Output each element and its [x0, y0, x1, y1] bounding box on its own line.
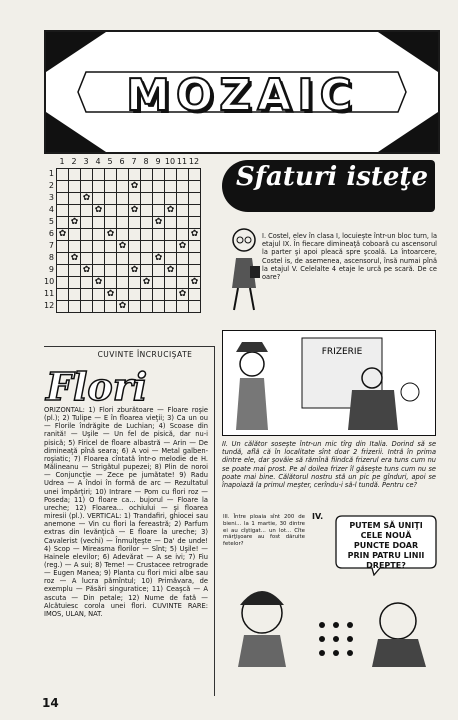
column-number: 8	[143, 157, 149, 166]
crossword-cell	[141, 205, 153, 217]
crossword-cell	[117, 265, 129, 277]
row-number: 10	[44, 277, 55, 286]
flower-block-icon: ✿	[129, 205, 141, 217]
crossword-cell	[105, 241, 117, 253]
crossword-cell	[129, 193, 141, 205]
crossword-cell	[177, 217, 189, 229]
row-number: 8	[48, 253, 54, 262]
crossword-cell	[117, 169, 129, 181]
crossword-cell	[117, 193, 129, 205]
crossword-cell	[93, 217, 105, 229]
crossword-cell	[165, 289, 177, 301]
row-number: 12	[44, 301, 55, 310]
crossword-cell	[177, 229, 189, 241]
crossword-cell	[165, 193, 177, 205]
crossword-cell	[177, 301, 189, 313]
crossword-cell	[165, 169, 177, 181]
column-number: 9	[155, 157, 161, 166]
crossword-cell	[105, 169, 117, 181]
crossword-cell	[153, 241, 165, 253]
crossword-cell	[93, 301, 105, 313]
crossword-cell	[69, 289, 81, 301]
crossword-cell	[81, 289, 93, 301]
crossword-cell	[93, 265, 105, 277]
flower-block-icon: ✿	[69, 217, 81, 229]
row-number: 9	[48, 265, 54, 274]
crossword-cell	[57, 193, 69, 205]
crossword-cell	[81, 169, 93, 181]
crossword-cell	[105, 217, 117, 229]
flower-block-icon: ✿	[189, 229, 201, 241]
row-number: 5	[48, 217, 54, 226]
crossword-cell	[189, 181, 201, 193]
crossword-cell	[105, 277, 117, 289]
riddle-1-text: I. Costel, elev în clasa I, locuieşte într-un bloc turn, la etajul IX. În fiecare dimineaţă coboară cu ascensorul la parter şi apoi pleacă spre şcoală. La întoarcere, Costel is, de asemenea, ascensorul, însă numai pînă la etajul V. Celelalte 4 etaje le urcă pe scară. De ce oare?	[262, 232, 437, 282]
crossword-cell	[189, 241, 201, 253]
crossword-cell	[57, 289, 69, 301]
column-number: 1	[59, 157, 65, 166]
crossword-cell	[93, 169, 105, 181]
crossword-row	[57, 241, 201, 253]
crossword-cell	[69, 169, 81, 181]
crossword-cell	[57, 277, 69, 289]
crossword-cell	[129, 229, 141, 241]
crossword-row	[57, 169, 201, 181]
crossword-cell	[141, 253, 153, 265]
crossword-cell	[177, 253, 189, 265]
crossword-cell	[105, 205, 117, 217]
crossword-cell	[153, 193, 165, 205]
crossword-cell	[69, 241, 81, 253]
crossword-cell	[93, 229, 105, 241]
crossword-cell	[93, 253, 105, 265]
crossword-cell	[81, 205, 93, 217]
row-number: 4	[48, 205, 54, 214]
crossword-cell	[69, 181, 81, 193]
crossword-cell	[129, 301, 141, 313]
smart-advice-title: Sfaturi isteţe	[236, 162, 428, 192]
crossword-cell	[93, 193, 105, 205]
crossword-row	[57, 205, 201, 217]
row-number: 7	[48, 241, 54, 250]
crossword-cell	[81, 217, 93, 229]
flower-block-icon: ✿	[117, 301, 129, 313]
crossword-cell	[81, 229, 93, 241]
crossword-cell	[189, 193, 201, 205]
flower-block-icon: ✿	[81, 193, 93, 205]
crossword-cell	[153, 181, 165, 193]
barber-sign-text: FRIZERIE	[321, 347, 363, 357]
crossword-cell	[57, 181, 69, 193]
crossword-cell	[129, 241, 141, 253]
crossword-cell	[117, 181, 129, 193]
flower-block-icon: ✿	[165, 205, 177, 217]
crossword-cell	[105, 253, 117, 265]
crossword-cell	[57, 169, 69, 181]
crossword-cell	[117, 217, 129, 229]
crossword-cell	[177, 193, 189, 205]
crossword-cell	[165, 301, 177, 313]
flower-block-icon: ✿	[93, 205, 105, 217]
crossword-cell	[69, 229, 81, 241]
column-number: 7	[131, 157, 137, 166]
crossword-cell	[81, 181, 93, 193]
crossword-cell	[141, 241, 153, 253]
crossword-cell	[189, 253, 201, 265]
flower-block-icon: ✿	[165, 265, 177, 277]
flower-block-icon: ✿	[105, 289, 117, 301]
flower-block-icon: ✿	[189, 277, 201, 289]
crossword-cell	[165, 229, 177, 241]
crossword-cell	[141, 193, 153, 205]
crossword-cell	[153, 229, 165, 241]
crossword-cell	[129, 277, 141, 289]
row-number: 1	[48, 169, 54, 178]
flower-block-icon: ✿	[153, 253, 165, 265]
crossword-cell	[189, 265, 201, 277]
crossword-cell	[141, 265, 153, 277]
crossword-cell	[117, 229, 129, 241]
column-number: 10	[164, 157, 176, 166]
column-number: 3	[83, 157, 89, 166]
crossword-cell	[141, 289, 153, 301]
crossword-cell	[165, 181, 177, 193]
crossword-cell	[189, 205, 201, 217]
flower-block-icon: ✿	[93, 277, 105, 289]
crossword-cell	[165, 253, 177, 265]
crossword-cell	[177, 277, 189, 289]
crossword-cell	[81, 241, 93, 253]
flower-block-icon: ✿	[105, 229, 117, 241]
crossword-cell	[153, 289, 165, 301]
crossword-cell	[81, 253, 93, 265]
crossword-cell	[57, 301, 69, 313]
crossword-cell	[165, 241, 177, 253]
flower-block-icon: ✿	[129, 181, 141, 193]
crossword-cell	[141, 181, 153, 193]
crossword-cell	[57, 265, 69, 277]
nine-dots-illustration	[222, 555, 436, 667]
column-divider	[214, 346, 215, 696]
flower-block-icon: ✿	[153, 217, 165, 229]
crossword-row	[57, 277, 201, 289]
row-number: 11	[44, 289, 55, 298]
crossword-cell	[57, 217, 69, 229]
crossword-cell	[69, 265, 81, 277]
crossword-row	[57, 193, 201, 205]
page-title: MOZAIC	[126, 70, 358, 121]
crossword-cell	[105, 193, 117, 205]
column-number: 12	[188, 157, 200, 166]
crossword-cell	[69, 301, 81, 313]
crossword-cell	[153, 301, 165, 313]
flower-block-icon: ✿	[57, 229, 69, 241]
row-number: 2	[48, 181, 54, 190]
header-banner	[44, 30, 440, 154]
riddle-2-text: II. Un călător soseşte într-un mic tîrg din Italia. Dorind să se tundă, află că în localitate sînt doar 2 frizerii. Intră în prima dintre ele, dar şovăie să rămînă fiindcă frizerul era tuns cum nu se poate mai prost. Pe al doilea frizer îl găseşte tuns cum nu se poate mai bine. Călătorul nostru stă un pic pe gînduri, apoi se înapoiază la primul meşter, cerîndu-i să-l tundă. Pentru ce?	[222, 440, 436, 490]
crossword-cell	[117, 289, 129, 301]
column-number: 6	[119, 157, 125, 166]
crossword-cell	[81, 301, 93, 313]
crossword-subtitle: CUVINTE ÎNCRUCIŞATE	[97, 350, 193, 359]
column-number: 4	[95, 157, 101, 166]
crossword-cell	[129, 289, 141, 301]
column-number: 11	[176, 157, 188, 166]
crossword-cell	[177, 181, 189, 193]
flower-block-icon: ✿	[177, 241, 189, 253]
flower-block-icon: ✿	[141, 277, 153, 289]
crossword-cell	[105, 181, 117, 193]
crossword-cell	[165, 217, 177, 229]
crossword-row	[57, 181, 201, 193]
page-number: 14	[42, 696, 59, 710]
crossword-cell	[177, 169, 189, 181]
crossword-cell	[81, 277, 93, 289]
flower-block-icon: ✿	[81, 265, 93, 277]
crossword-cell	[141, 217, 153, 229]
crossword-grid	[56, 168, 201, 313]
crossword-cell	[141, 301, 153, 313]
crossword-cell	[189, 217, 201, 229]
column-number: 2	[71, 157, 77, 166]
crossword-row	[57, 217, 201, 229]
flower-block-icon: ✿	[129, 265, 141, 277]
crossword-cell	[129, 253, 141, 265]
crossword-cell	[69, 205, 81, 217]
crossword-cell	[93, 289, 105, 301]
riddle-4-label: IV.	[312, 512, 324, 521]
crossword-cell	[69, 277, 81, 289]
crossword-cell	[57, 205, 69, 217]
crossword-cell	[141, 229, 153, 241]
crossword-clues: ORIZONTAL: 1) Flori zburătoare — Floare roşie (pl.); 2) Tulipe — E în floarea vieţii; 3) Ca un ou — Florile îndrăgite de Luchian; 4) Scoase din ranită! — Uşile — Un fel de pisică, dar nu-i pisică; 5) Firicel de floare albastră — Arin — De dimineaţă pînă seara; 6) A voi — Metal galben-roşiatic; 7) Floarea cîntată într-o melodie de H. Mălineanu — Strigătul pupezei; 8) Plin de noroi — Conjuncţie — Zece pe jumătate! 9) Radu Udrea — A îndoi în formă de arc — Rezultatul unei împărţiri; 10) Intrare — Pom cu flori roz — Poseda; 11) O floare ca... bujorul — Floare la ureche; 12) Floarea... ochiului — şi floarea miresii (pl.). VERTICAL: 1) Trandafiri, ghiocei sau anemone — Vin cu flori la fereastră; 2) Parfum extras din levănţică — E floare la ureche; 3) Cavalerist (vechi) — Înmulţeşte — Da' de unde! 4) Scop — Mireasma florilor — Sînt; 5) Uşile! — Hainele elevilor; 6) Adevărat — A se ivi; 7) Fiu (reg.) — A sui; 8) Teme! — Crustacee retrograde — Eugen Manea; 9) Planta cu flori mici albe sau roz — A lucra pămîntul; 10) Primăvara, de exemplu — Păsări singuratice; 11) Ceaşcă — A ascuta — Din petale; 12) Nume de fată — Alcătuiesc corola unei flori. CUVINTE RARE: IMOS, ULAN, NAT.	[44, 406, 208, 618]
section-divider	[44, 346, 215, 347]
crossword-row	[57, 289, 201, 301]
crossword-cell	[57, 241, 69, 253]
speech-bubble-text: PUTEM SĂ UNIŢI CELE NOUĂ PUNCTE DOAR PRIN PATRU LINII DREPTE?	[347, 521, 425, 570]
crossword-cell	[105, 301, 117, 313]
row-number: 6	[48, 229, 54, 238]
flower-block-icon: ✿	[69, 253, 81, 265]
crossword-cell	[117, 277, 129, 289]
crossword-cell	[189, 289, 201, 301]
crossword-cell	[189, 301, 201, 313]
crossword-cell	[153, 169, 165, 181]
crossword-cell	[93, 241, 105, 253]
flower-block-icon: ✿	[117, 241, 129, 253]
crossword-row	[57, 253, 201, 265]
crossword-cell	[153, 205, 165, 217]
crossword-cell	[153, 265, 165, 277]
crossword-cell	[69, 193, 81, 205]
flower-block-icon: ✿	[177, 289, 189, 301]
crossword-row	[57, 301, 201, 313]
crossword-cell	[117, 253, 129, 265]
crossword-row	[57, 265, 201, 277]
student-illustration	[222, 218, 262, 318]
column-number: 5	[107, 157, 113, 166]
crossword-cell	[93, 181, 105, 193]
crossword-cell	[165, 277, 177, 289]
crossword-cell	[189, 169, 201, 181]
crossword-cell	[117, 205, 129, 217]
crossword-cell	[129, 169, 141, 181]
crossword-cell	[105, 265, 117, 277]
crossword-cell	[177, 205, 189, 217]
row-number: 3	[48, 193, 54, 202]
crossword-cell	[153, 277, 165, 289]
riddle-3-text: III. Între ploaia sînt 200 de bieni... la 1 martie, 30 dintre ei au cîştigat... un lot... Cîte mărţişoare au fost dăruite fetelor?	[223, 514, 305, 548]
crossword-title: Flori	[46, 364, 148, 409]
crossword-cell	[57, 253, 69, 265]
crossword-cell	[177, 265, 189, 277]
crossword-cell	[129, 217, 141, 229]
crossword-cell	[141, 169, 153, 181]
crossword-row	[57, 229, 201, 241]
barber-shop-illustration	[222, 330, 436, 436]
